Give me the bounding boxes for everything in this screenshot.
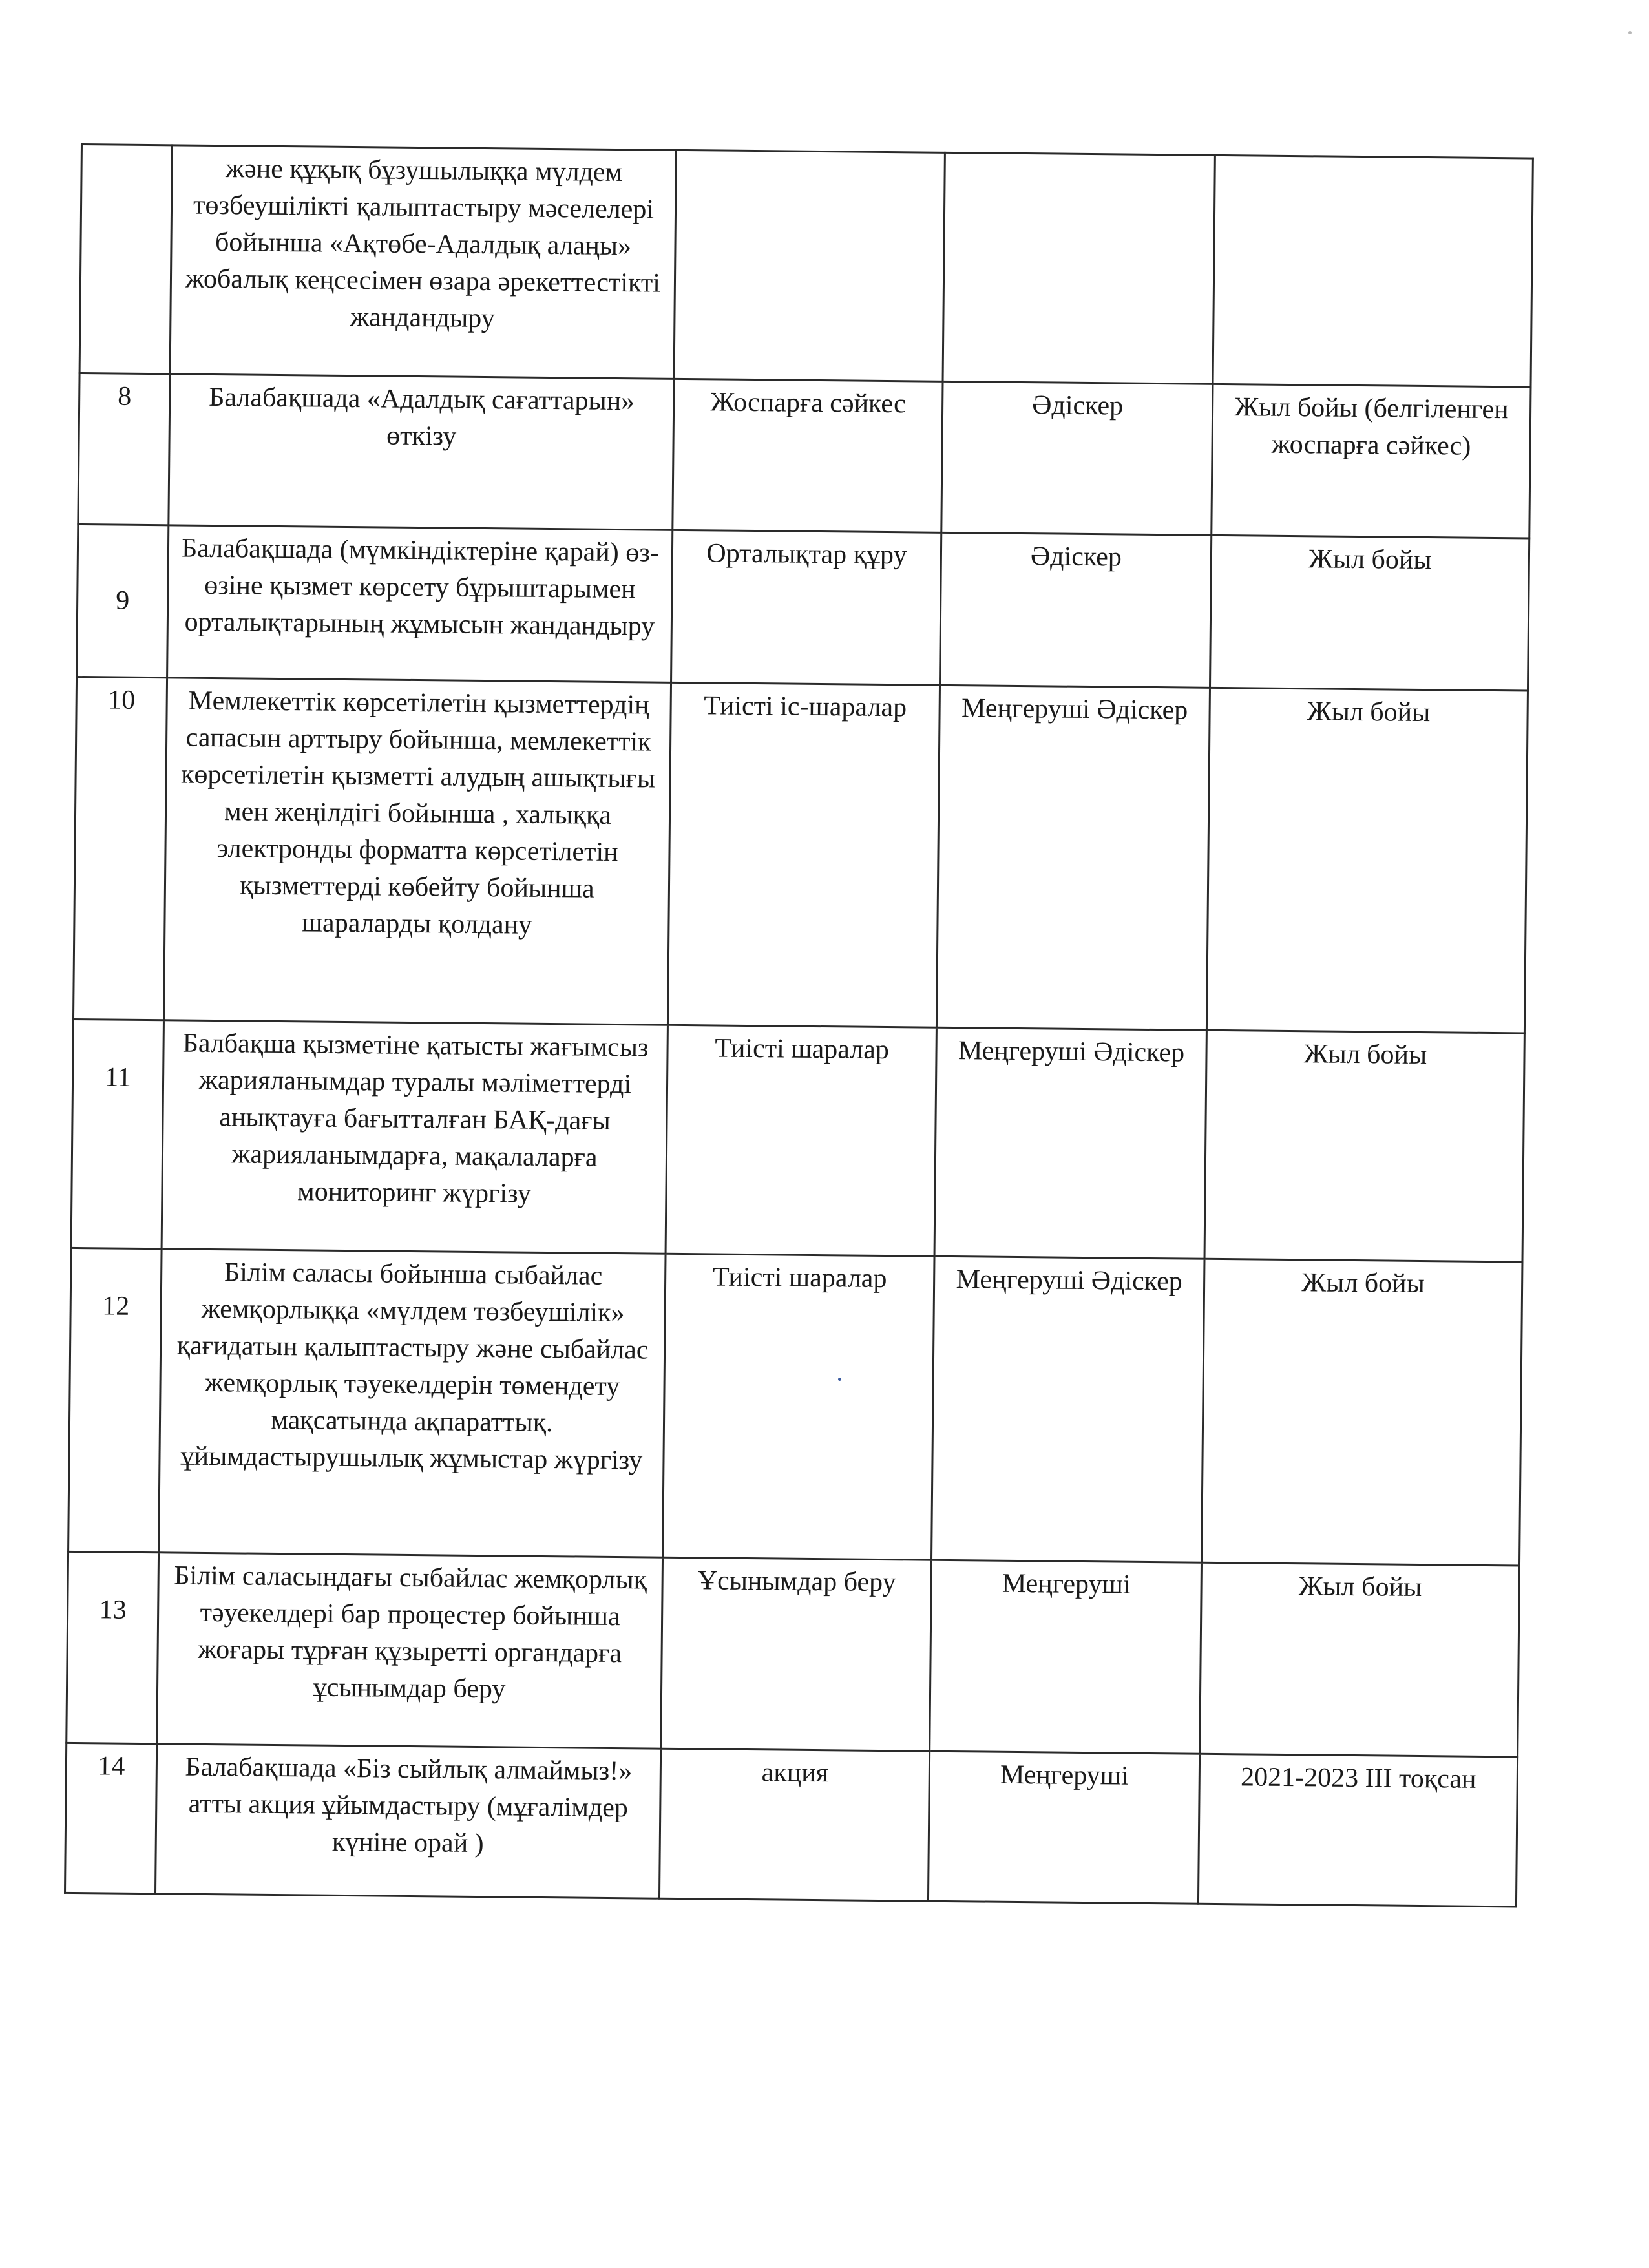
table-row xyxy=(78,373,1531,538)
table-row xyxy=(67,1551,1520,1757)
deadline-cell: Жыл бойы xyxy=(1200,1562,1520,1757)
deadline-cell: Жыл бойы xyxy=(1206,688,1528,1033)
event-cell: Балбақша қызметіне қатысты жағымсыз жарияланымдар туралы мәліметтерді анықтауға бағытталған БАҚ-дағы жарияланымдарға, мақалаларға мониторинг жүргізу xyxy=(162,1020,667,1254)
deadline-cell: Жыл бойы xyxy=(1204,1030,1524,1262)
row-number: 12 xyxy=(68,1248,162,1552)
table-row xyxy=(68,1248,1522,1566)
table-row xyxy=(65,1743,1518,1907)
row-number: 11 xyxy=(71,1019,163,1248)
row-number: 8 xyxy=(78,373,170,525)
deadline-cell: 2021-2023 III тоқсан xyxy=(1198,1754,1517,1907)
form-cell: Тиісті шаралар xyxy=(663,1254,934,1560)
responsible-cell: Меңгеруші Әдіскер xyxy=(934,1027,1206,1259)
form-cell: Орталықтар құру xyxy=(671,530,941,685)
table-row xyxy=(71,1019,1524,1262)
row-number: 13 xyxy=(67,1551,159,1743)
row-number: 9 xyxy=(77,524,169,677)
responsible-cell: Әдіскер xyxy=(941,381,1213,535)
deadline-cell xyxy=(1213,155,1533,387)
form-cell: Тиісті іс-шаралар xyxy=(667,682,940,1027)
responsible-cell: Меңгеруші Әдіскер xyxy=(932,1256,1204,1562)
form-cell: Ұсынымдар беру xyxy=(661,1557,932,1751)
responsible-cell: Меңгеруші xyxy=(930,1560,1202,1754)
form-cell xyxy=(674,150,945,381)
event-cell: Білім саласы бойынша сыбайлас жемқорлыққа «мүлдем төзбеушілік» қағидатын қалыптастыру және сыбайлас жемқорлық тәуекелдерін төмендету мақсатында ақпараттық. ұйымдастырушылық жұмыстар жүргізу xyxy=(159,1249,666,1557)
event-cell: Балабақшада «Адалдық сағаттарын» өткізу xyxy=(169,374,674,530)
responsible-cell: Меңгеруші xyxy=(928,1751,1199,1904)
anticorruption-plan-table xyxy=(64,143,1534,1907)
scan-speck xyxy=(838,1378,841,1381)
deadline-cell: Жыл бойы xyxy=(1210,535,1529,691)
deadline-cell: Жыл бойы xyxy=(1201,1259,1522,1566)
event-cell: Білім саласындағы сыбайлас жемқорлық тәуекелдері бар процестер бойынша жоғары тұрған құзыретті органдарға ұсынымдар беру xyxy=(157,1553,663,1748)
row-number: 10 xyxy=(73,677,167,1020)
form-cell: акция xyxy=(659,1748,929,1901)
event-cell: Мемлекеттік көрсетілетін қызметтердің сапасын арттыру бойынша, мемлекеттік көрсетілетін қызметті алудың ашықтығы мен жеңілдігі бойынша , халыққа электронды форматта көрсетілетін қызметтерді көбейту бойынша шараларды қолдану xyxy=(163,678,671,1025)
table-row xyxy=(77,524,1529,691)
row-number: 14 xyxy=(65,1743,157,1893)
responsible-cell: Меңгеруші Әдіскер xyxy=(936,685,1210,1030)
form-cell: Жоспарға сәйкес xyxy=(673,379,943,532)
deadline-cell: Жыл бойы (белгіленген жоспарға сәйкес) xyxy=(1212,384,1531,538)
table-row xyxy=(79,145,1533,388)
event-cell: Балабақшада (мүмкіндіктеріне қарай) өз-өзіне қызмет көрсету бұрыштарымен орталықтарының жұмысын жандандыру xyxy=(167,525,673,682)
responsible-cell: Әдіскер xyxy=(940,532,1212,688)
scan-speck xyxy=(1628,31,1632,34)
form-cell: Тиісті шаралар xyxy=(666,1025,936,1256)
responsible-cell xyxy=(943,152,1215,384)
table-row xyxy=(73,677,1528,1033)
event-cell: және құқық бұзушылыққа мүлдем төзбеушілікті қалыптастыру мәселелері бойынша «Ақтөбе-Адалдық алаңы» жобалық кеңсесімен өзара әрекеттестікті жандандыру xyxy=(170,145,676,379)
row-number xyxy=(79,145,172,374)
event-cell: Балабақшада «Біз сыйлық алмаймыз!» атты акция ұйымдастыру (мұғалімдер күніне орай ) xyxy=(156,1744,661,1898)
